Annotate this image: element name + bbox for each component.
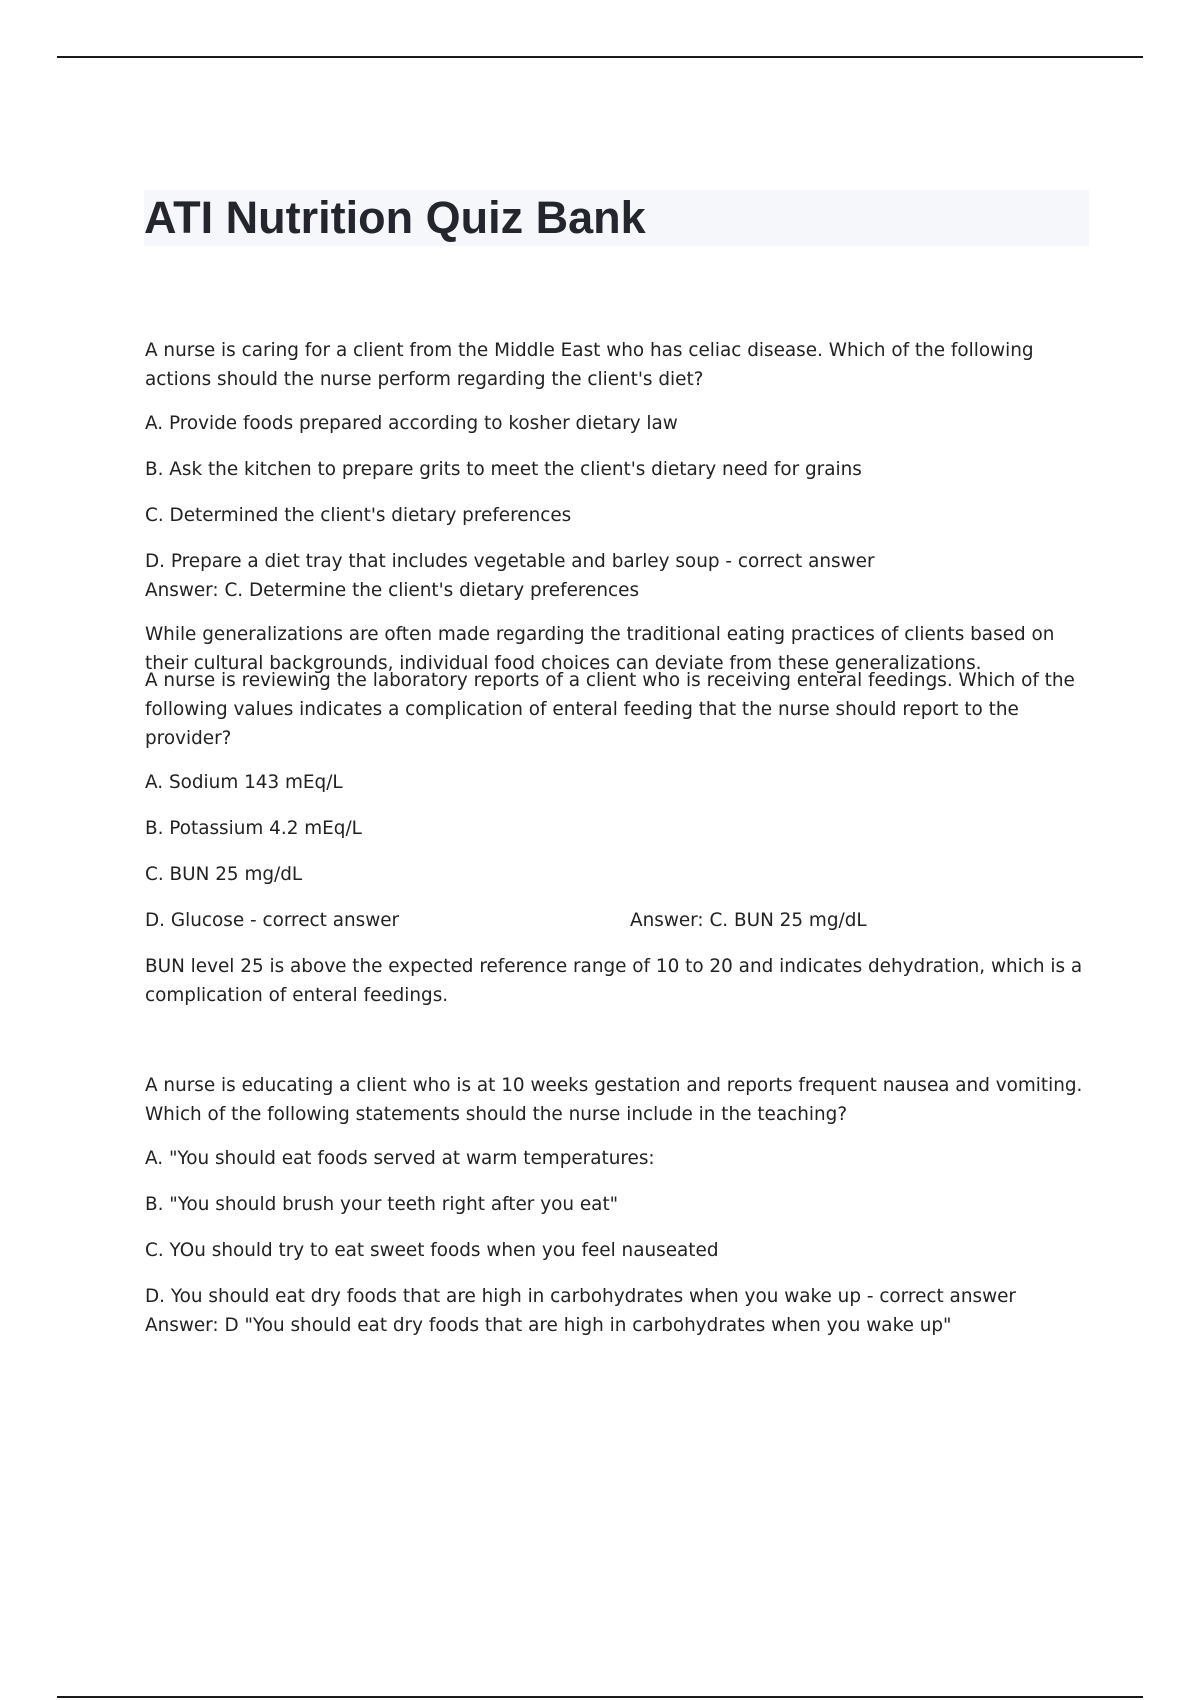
option-b: B. "You should brush your teeth right after you eat" <box>145 1194 619 1215</box>
quiz-content <box>145 336 1090 1355</box>
document-title: ATI Nutrition Quiz Bank <box>144 192 646 243</box>
answer-line: Answer: C. BUN 25 mg/dL <box>630 910 867 931</box>
header-rule <box>57 56 1143 58</box>
option-d-answer-row <box>145 906 1090 935</box>
option-b: B. Ask the kitchen to prepare grits to meet the client's dietary need for grains <box>145 459 862 480</box>
option-d: D. Prepare a diet tray that includes vegetable and barley soup - correct answer <box>145 551 875 572</box>
answer-line: Answer: D "You should eat dry foods that are high in carbohydrates when you wake up" <box>145 1315 952 1336</box>
option-d: D. You should eat dry foods that are high in carbohydrates when you wake up - correct answer <box>145 1286 1016 1307</box>
rationale: BUN level 25 is above the expected reference range of 10 to 20 and indicates dehydration, which is a complication of enteral feedings. <box>145 956 1083 1006</box>
option-a: A. Provide foods prepared according to kosher dietary law <box>145 413 678 434</box>
answer-line: Answer: C. Determine the client's dietary preferences <box>145 580 640 601</box>
option-d: D. Glucose - correct answer <box>145 910 400 931</box>
option-a: A. "You should eat foods served at warm temperatures: <box>145 1148 655 1169</box>
question-stem: A nurse is caring for a client from the Middle East who has celiac disease. Which of the following actions should the nurse perform regarding the client's diet? <box>145 340 1034 390</box>
title-banner <box>144 190 1089 246</box>
option-c: C. Determined the client's dietary preferences <box>145 505 572 526</box>
question-stem: A nurse is educating a client who is at 10 weeks gestation and reports frequent nausea and vomiting. Which of the following statements should the nurse include in the teaching? <box>145 1075 1083 1125</box>
option-c: C. BUN 25 mg/dL <box>145 864 303 885</box>
question-stem: A nurse is reviewing the laboratory reports of a client who is receiving enteral feedings. Which of the following values indicates a complication of enteral feeding that the nurse should report to the provider? <box>145 670 1075 749</box>
footer-rule <box>57 1696 1143 1698</box>
option-c: C. YOu should try to eat sweet foods when you feel nauseated <box>145 1240 719 1261</box>
question-3 <box>145 1071 1090 1340</box>
option-b: B. Potassium 4.2 mEq/L <box>145 818 362 839</box>
option-a: A. Sodium 143 mEq/L <box>145 772 343 793</box>
question-2 <box>145 666 1090 1071</box>
rationale: While generalizations are often made regarding the traditional eating practices of clients based on their cultural backgrounds, individual food choices can deviate from these generalizations. <box>145 624 1055 674</box>
question-1 <box>145 336 1090 674</box>
